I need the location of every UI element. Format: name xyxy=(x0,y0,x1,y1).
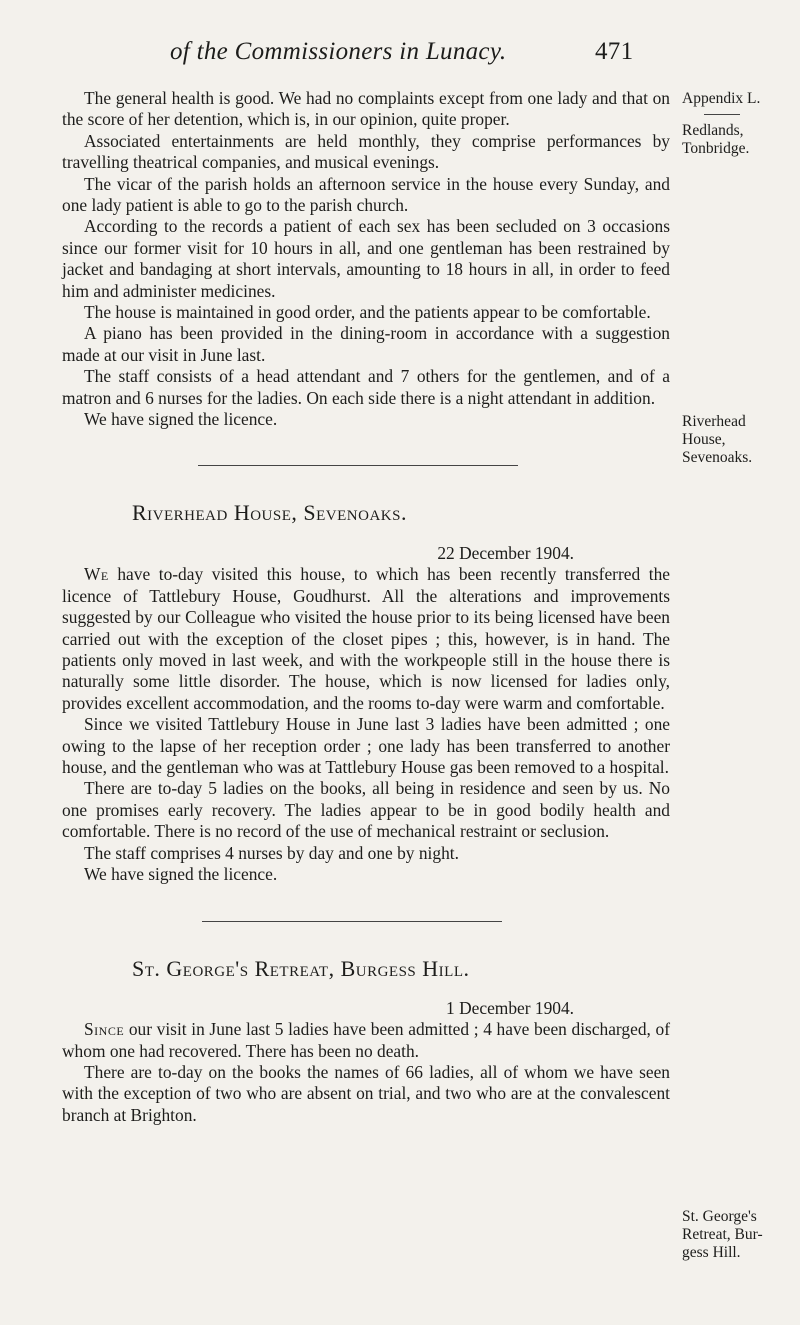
paragraph: According to the records a patient of each sex has been secluded on 3 occasions since our former visit for 10 hours in all, and one gentleman has been restrained by jacket and bandaging at short intervals, amounting to 18 hours in all, in order to feed him and administer medicines. xyxy=(62,216,670,301)
margin-st-george-line: gess Hill. xyxy=(682,1244,741,1261)
margin-riverhead-line: Sevenoaks. xyxy=(682,449,753,466)
page-number: 471 xyxy=(595,38,634,65)
paragraph-text: have to-day visited this house, to which has been recently transferred the licence of Tattlebury House, Goudhurst. All the alterations and improvements suggested by our Colleague who visited the house prior to its being licensed have been carried out with the exception of the closet pipes ; this, however, is in hand. The patients only moved in last week, and with the workpeople still in the house there is naturally some little disorder. The house, which is now licensed for ladies only, provides excellent accommodation, and the rooms to-day were warm and comfortable. xyxy=(62,564,670,713)
paragraph-text: our visit in June last 5 ladies have been admitted ; 4 have been discharged, of whom one had recovered. There has been no death. xyxy=(62,1019,670,1061)
margin-note-appendix xyxy=(682,90,798,158)
paragraph: We have signed the licence. xyxy=(84,409,278,430)
lead-words: Since xyxy=(84,1019,125,1040)
entry-date: 1 December 1904. xyxy=(446,997,574,1018)
entry-date: 22 December 1904. xyxy=(437,542,574,563)
main-text xyxy=(62,88,670,1126)
margin-riverhead-line: Riverhead xyxy=(682,413,746,430)
margin-note-st-george xyxy=(682,1208,798,1262)
st-george-section xyxy=(62,958,670,1126)
paragraph: Associated entertainments are held monthly, they comprise performances by travelling theatrical companies, and musical evenings. xyxy=(62,130,670,173)
section-heading: Riverhead House, Sevenoaks. xyxy=(132,499,407,525)
margin-note-riverhead xyxy=(682,413,798,467)
margin-divider xyxy=(704,114,740,115)
paragraph: The general health is good. We had no complaints except from one lady and that on the score of her detention, which is, in our opinion, quite proper. xyxy=(62,88,670,130)
redlands-section xyxy=(62,88,670,431)
paragraph: Since we visited Tattlebury House in June last 3 ladies have been admitted ; one owing to the lapse of her reception order ; one lady has been transferred to another house, and the gentleman who was at Tattlebury House gas been removed to a hospital. xyxy=(62,714,670,777)
margin-riverhead-line: House, xyxy=(682,431,726,448)
section-heading: St. George's Retreat, Burgess Hill. xyxy=(132,956,470,982)
paragraph: The house is maintained in good order, and the patients appear to be comfortable. xyxy=(84,302,651,323)
paragraph: There are to-day 5 ladies on the books, all being in residence and seen by us. No one promises early recovery. The ladies appear to be in good bodily health and comfortable. There is no record of the use of mechanical restraint or seclusion. xyxy=(62,778,670,842)
margin-st-george-line: St. George's xyxy=(682,1208,757,1225)
paragraph: We have signed the licence. xyxy=(84,864,278,884)
paragraph: The staff comprises 4 nurses by day and one by night. xyxy=(84,842,459,863)
running-title: of the Commissioners in Lunacy. xyxy=(170,38,507,65)
paragraph: The vicar of the parish holds an afternoon service in the house every Sunday, and one lady patient is able to go to the parish church. xyxy=(62,173,670,216)
section-divider xyxy=(198,465,518,466)
riverhead-section xyxy=(62,499,670,886)
section-divider xyxy=(202,921,502,922)
margin-redlands-line: Redlands, xyxy=(682,122,744,139)
margin-st-george-line: Retreat, Bur- xyxy=(682,1226,763,1243)
appendix-label: Appendix L. xyxy=(682,90,761,107)
lead-words: We xyxy=(84,564,109,585)
paragraph: A piano has been provided in the dining-room in accordance with a suggestion made at our visit in June last. xyxy=(62,323,670,365)
paragraph: There are to-day on the books the names of 66 ladies, all of whom we have seen with the exception of two who are absent on trial, and two who are at the convalescent branch at Brighton. xyxy=(62,1062,670,1125)
margin-redlands-line: Tonbridge. xyxy=(682,140,750,157)
paragraph: The staff consists of a head attendant and 7 others for the gentlemen, and of a matron and 6 nurses for the ladies. On each side there is a night attendant in addition. xyxy=(62,366,670,408)
